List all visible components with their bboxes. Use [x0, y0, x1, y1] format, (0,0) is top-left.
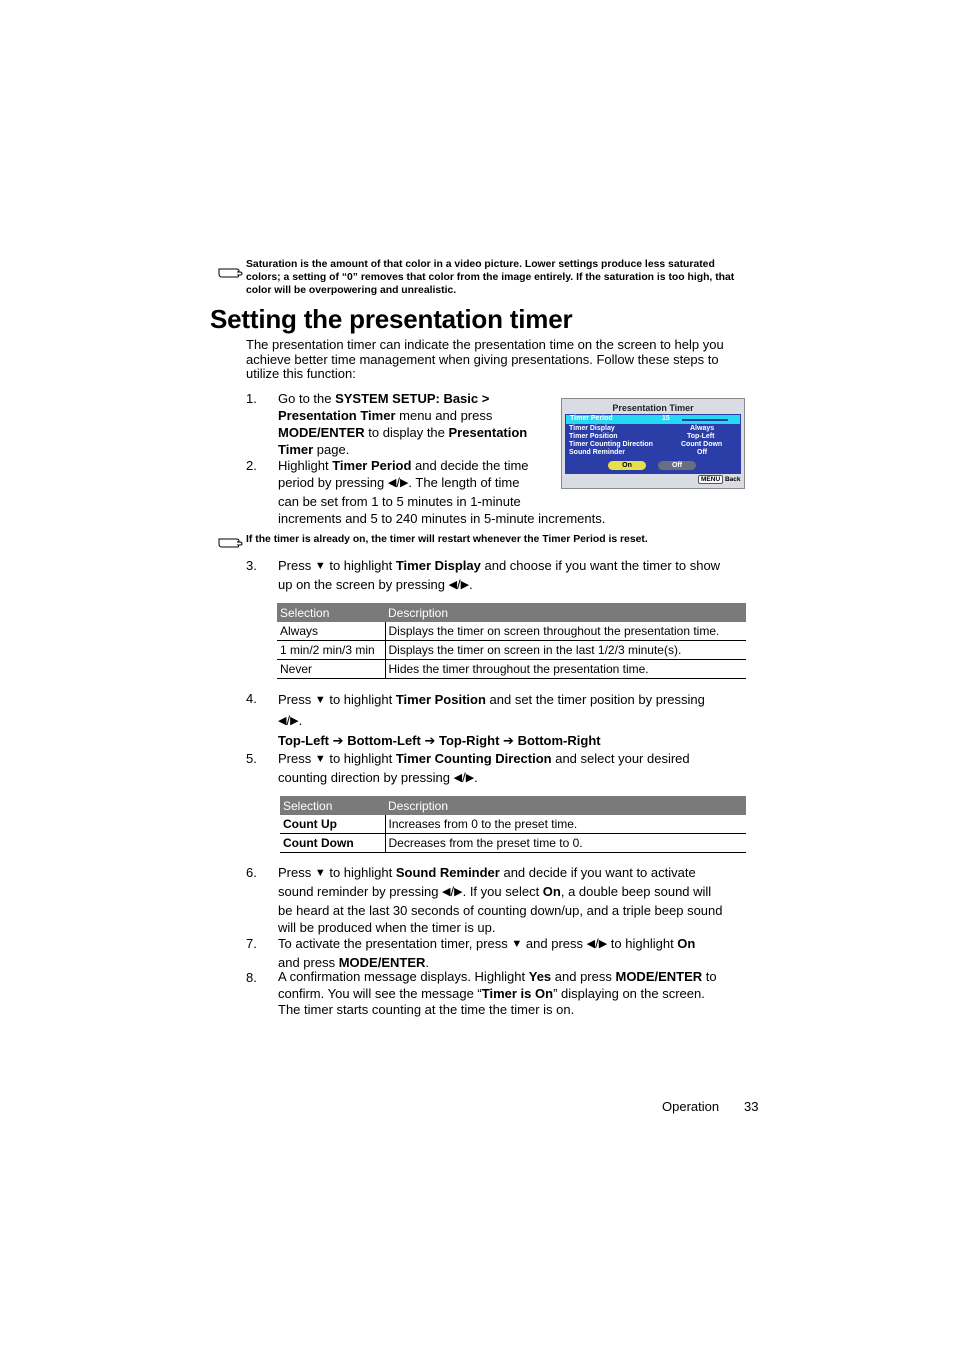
- right-arrow-icon: ▶: [399, 477, 409, 489]
- down-arrow-icon: ▼: [314, 753, 326, 765]
- table-row: Count Down Decreases from the preset time to 0.: [280, 834, 746, 853]
- arrow-right-icon: ➔: [332, 733, 344, 748]
- page-title: Setting the presentation timer: [210, 304, 573, 334]
- counting-direction-table: [280, 796, 746, 853]
- down-arrow-icon: ▼: [314, 560, 326, 572]
- right-arrow-icon: ▶: [598, 938, 608, 950]
- step-2-text: Highlight Timer Period and decide the time period by pressing ◀/▶. The length of time can be set from 1 to 5 minutes in 1-minute increments and 5 to 240 minutes in 5-minute increments.: [278, 458, 606, 526]
- osd-on-button[interactable]: On: [608, 461, 646, 470]
- step-1-text: Go to the SYSTEM SETUP: Basic > Presentation Timer menu and press MODE/ENTER to display the Presentation Timer page.: [278, 391, 528, 457]
- table-header: Selection: [280, 796, 385, 815]
- table-row: Count Up Increases from 0 to the preset time.: [280, 815, 746, 834]
- arrow-right-icon: ➔: [503, 733, 514, 748]
- presentation-timer-osd: [561, 398, 745, 489]
- osd-back-hint: MENU Back: [698, 476, 741, 483]
- down-arrow-icon: ▼: [511, 938, 523, 950]
- left-arrow-icon: ◀: [442, 886, 451, 898]
- step-number: 5.: [246, 751, 257, 766]
- timer-display-table: [277, 603, 746, 679]
- step-number: 8.: [246, 970, 257, 985]
- step-number: 2.: [246, 458, 257, 473]
- right-arrow-icon: ▶: [465, 772, 475, 784]
- osd-menu-panel: [565, 414, 741, 474]
- step-7-text: To activate the presentation timer, press ▼ and press ◀/▶ to highlight On and press MODE/ENTER.: [278, 936, 696, 970]
- right-arrow-icon: ▶: [460, 579, 470, 591]
- left-arrow-icon: ◀: [586, 938, 596, 950]
- table-row: Always Displays the timer on screen throughout the presentation time.: [277, 622, 746, 641]
- table-header: Description: [385, 603, 746, 622]
- page-number: 33: [744, 1099, 759, 1114]
- left-arrow-icon: ◀: [448, 579, 458, 591]
- osd-title: Presentation Timer: [612, 403, 694, 413]
- table-row: 1 min/2 min/3 min Displays the timer on screen in the last 1/2/3 minute(s).: [277, 641, 746, 660]
- step-number: 3.: [246, 558, 257, 573]
- timer-position-sequence: Top-Left ➔ Bottom-Left ➔ Top-Right ➔ Bottom-Right: [278, 733, 601, 748]
- table-header: Selection: [277, 603, 385, 622]
- left-arrow-icon: ◀: [278, 715, 287, 727]
- intro-paragraph: The presentation timer can indicate the presentation time on the screen to help you achieve better time management when giving presentations. Follow these steps to utilize this function:: [246, 337, 724, 382]
- right-arrow-icon: ▶: [290, 715, 299, 727]
- step-5-text: Press ▼ to highlight Timer Counting Direction and select your desired counting direction by pressing ◀/▶.: [278, 751, 690, 785]
- table-header: Description: [385, 796, 746, 815]
- osd-row-timer-period[interactable]: Timer Period 15: [566, 415, 740, 424]
- saturation-note: Saturation is the amount of that color in a video picture. Lower settings produce less saturated colors; a setting of “0” removes that color from the image entirely. If the saturation is too high, that color will be overpowering and unrealistic.: [246, 259, 735, 296]
- osd-row[interactable]: Timer Display Always: [569, 425, 715, 432]
- osd-row[interactable]: Timer Position Top-Left: [569, 433, 715, 440]
- osd-row[interactable]: Timer Counting Direction Count Down: [569, 441, 723, 448]
- step-6-text: Press ▼ to highlight Sound Reminder and decide if you want to activate sound reminder by pressing ◀/▶. If you select On, a double beep sound will be heard at the last 30 seconds of counting down/up, and a triple beep sound will be produced when the timer is up.: [278, 865, 723, 935]
- step-number: 6.: [246, 865, 257, 880]
- right-arrow-icon: ▶: [454, 886, 463, 898]
- step-8-text: A confirmation message displays. Highlight Yes and press MODE/ENTER to confirm. You will see the message “Timer is On” displaying on the screen. The timer starts counting at the time the timer is on.: [278, 969, 717, 1017]
- left-arrow-icon: ◀: [453, 772, 463, 784]
- arrow-right-icon: ➔: [424, 733, 436, 748]
- step-number: 4.: [246, 691, 257, 706]
- footer-section: Operation: [662, 1099, 720, 1114]
- osd-row[interactable]: Sound Reminder Off: [569, 449, 708, 456]
- step-4-text: Press ▼ to highlight Timer Position and set the timer position by pressing ◀/▶.: [278, 690, 748, 732]
- timer-restart-note: If the timer is already on, the timer will restart whenever the Timer Period is reset.: [246, 534, 648, 545]
- left-arrow-icon: ◀: [387, 477, 397, 489]
- table-row: Never Hides the timer throughout the presentation time.: [277, 660, 746, 679]
- note-hand-icon: [218, 264, 244, 278]
- step-number: 1.: [246, 391, 257, 406]
- step-number: 7.: [246, 936, 257, 951]
- osd-off-button[interactable]: Off: [658, 461, 696, 470]
- down-arrow-icon: ▼: [314, 694, 326, 706]
- step-3-text: Press ▼ to highlight Timer Display and choose if you want the timer to show up on the screen by pressing ◀/▶.: [278, 558, 721, 592]
- note-hand-icon: [218, 534, 244, 548]
- down-arrow-icon: ▼: [314, 867, 326, 879]
